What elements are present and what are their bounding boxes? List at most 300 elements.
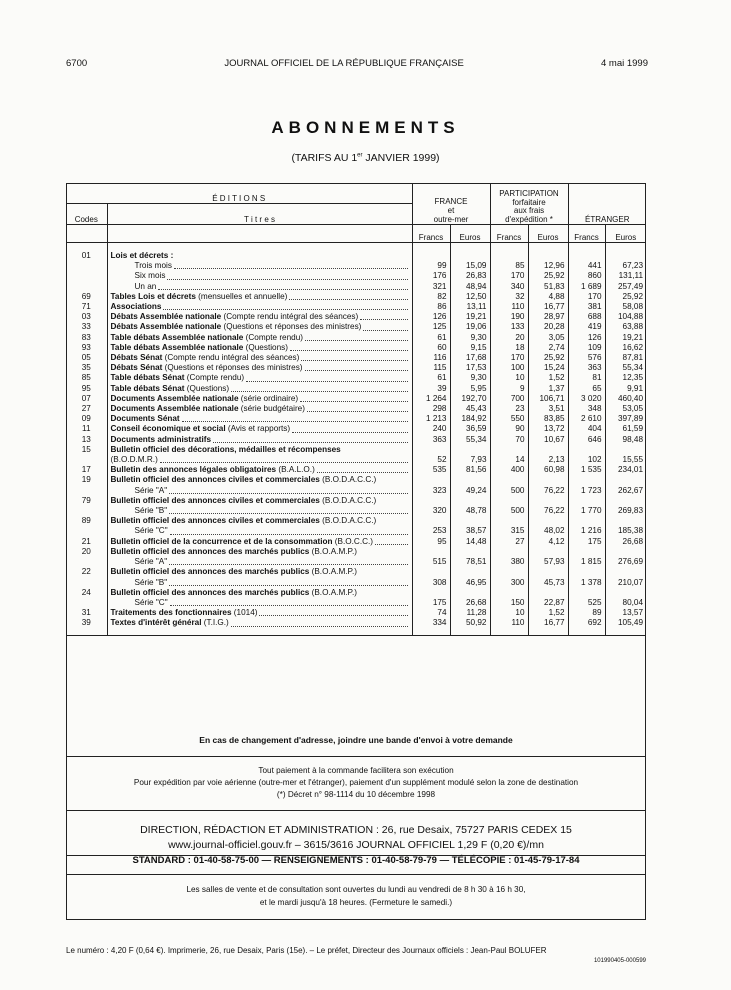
dot-leader xyxy=(169,557,407,565)
dot-leader xyxy=(182,414,408,422)
row-title-main: Documents Assemblée nationale xyxy=(110,404,239,414)
france-euros-cell: 11,28 xyxy=(450,608,490,618)
dot-leader xyxy=(246,373,407,381)
etranger-euros-cell: 13,57 xyxy=(622,608,644,618)
row-code: 27 xyxy=(66,404,107,414)
table-row xyxy=(66,424,646,434)
row-code: 95 xyxy=(66,384,107,394)
row-title xyxy=(107,516,412,526)
dot-leader xyxy=(160,455,408,463)
codes-header: Codes xyxy=(66,204,107,225)
row-title xyxy=(107,322,412,332)
footer-code: 101990405-000599 xyxy=(593,958,646,964)
payment-line: Pour expédition par voie aérienne (outre-mer et l'étranger), paiement d'un supplément modulé selon la zone de destination xyxy=(133,778,579,787)
participation-euros-cell: 1,52 xyxy=(528,373,568,383)
row-code: 35 xyxy=(66,363,107,373)
table-row xyxy=(66,292,646,302)
row-title xyxy=(107,578,412,588)
row-title-main: Textes d'intérêt général xyxy=(110,618,202,628)
hours-line: et le mardi jusqu'à 18 heures. (Fermeture le samedi.) xyxy=(259,898,453,907)
participation-euros-cell: 48,02 xyxy=(528,526,568,536)
participation-euros-cell: 15,24 xyxy=(528,363,568,373)
row-title xyxy=(107,384,412,394)
row-title xyxy=(107,465,412,475)
participation-euros-cell: 28,97 xyxy=(528,312,568,322)
row-title xyxy=(107,598,412,608)
row-title-detail: (Questions et réponses des ministres) xyxy=(162,363,303,373)
row-code xyxy=(66,486,107,496)
row-title-main: Documents administratifs xyxy=(110,434,212,444)
row-title-main: Conseil économique et social xyxy=(110,424,226,434)
table-row xyxy=(66,404,646,414)
france-euros-cell: 26,83 xyxy=(450,271,490,281)
row-code: 01 xyxy=(66,251,107,261)
france-euros-cell: 7,93 xyxy=(450,455,490,465)
etranger-francs-cell xyxy=(568,496,605,506)
participation-francs-cell xyxy=(490,475,528,485)
france-francs-cell: 323 xyxy=(412,486,450,496)
etranger-francs-cell: 65 xyxy=(568,384,605,394)
euros-header: Euros xyxy=(605,225,646,243)
etranger-euros-cell: 234,01 xyxy=(617,465,644,475)
row-title-detail: (Compte rendu) xyxy=(243,332,303,342)
etranger-euros-cell: 26,68 xyxy=(622,536,644,546)
france-francs-cell: 308 xyxy=(412,578,450,588)
france-francs-cell: 1 213 xyxy=(412,414,450,424)
row-code xyxy=(66,261,107,271)
france-euros-cell: 19,21 xyxy=(450,312,490,322)
row-title-detail: (B.O.A.M.P.) xyxy=(309,546,357,556)
row-title-main: Débats Assemblée nationale xyxy=(110,312,222,322)
page-subtitle: (TARIFS AU 1er JANVIER 1999) xyxy=(291,152,440,164)
row-title xyxy=(107,312,412,322)
etranger-euros-cell: 55,34 xyxy=(622,363,644,373)
table-row xyxy=(66,384,646,394)
etranger-euros-cell: 397,89 xyxy=(617,414,644,424)
etranger-francs-cell xyxy=(568,516,605,526)
france-francs-cell: 52 xyxy=(412,455,450,465)
etranger-francs-cell: 1 216 xyxy=(568,526,605,536)
etranger-euros-cell xyxy=(605,567,646,577)
france-euros-cell: 19,06 xyxy=(450,322,490,332)
france-francs-cell: 126 xyxy=(412,312,450,322)
table-row xyxy=(66,496,646,506)
row-title-detail: (Compte rendu) xyxy=(184,373,245,383)
table-row xyxy=(66,608,646,618)
etranger-francs-cell: 404 xyxy=(568,424,605,434)
france-euros-cell: 78,51 xyxy=(450,557,490,567)
etranger-francs-cell: 89 xyxy=(568,608,605,618)
row-title-main: Débats Assemblée nationale xyxy=(110,322,222,332)
etranger-euros-cell xyxy=(605,445,646,455)
row-title-detail: (Questions et réponses des ministres) xyxy=(221,322,362,332)
row-code: 15 xyxy=(66,445,107,455)
france-euros-cell xyxy=(450,496,490,506)
dot-leader xyxy=(301,353,407,361)
france-francs-cell: 60 xyxy=(412,343,450,353)
participation-euros-cell: 13,72 xyxy=(528,424,568,434)
row-title xyxy=(107,537,412,547)
france-euros-cell: 81,56 xyxy=(450,465,490,475)
participation-euros-cell: 57,93 xyxy=(528,557,568,567)
france-euros-cell: 36,59 xyxy=(450,424,490,434)
dot-leader xyxy=(231,618,408,626)
row-code: 24 xyxy=(66,588,107,598)
row-title-main: Documents Sénat xyxy=(110,414,180,424)
participation-francs-cell: 110 xyxy=(490,618,528,628)
france-euros-cell: 14,48 xyxy=(450,537,490,547)
contact-web: www.journal-officiel.gouv.fr – 3615/3616 JOURNAL OFFICIEL 1,29 F (0,20 €)/mn xyxy=(168,839,544,851)
table-row xyxy=(66,465,646,475)
france-euros-cell: 9,15 xyxy=(450,343,490,353)
participation-francs-cell xyxy=(490,445,528,455)
row-title-detail: (B.O.D.A.C.C.) xyxy=(319,475,377,485)
row-title xyxy=(107,404,412,414)
participation-francs-cell xyxy=(490,588,528,598)
table-row xyxy=(66,353,646,363)
france-euros-cell xyxy=(450,445,490,455)
etranger-francs-cell: 692 xyxy=(568,618,605,628)
row-code xyxy=(66,526,107,536)
footer-imprint: Le numéro : 4,20 F (0,64 €). Imprimerie, 26, rue Desaix, Paris (15e). – Le préfet, Directeur des Journaux officiels : Jean-Paul BOLUFER xyxy=(66,946,547,955)
participation-francs-cell: 170 xyxy=(490,271,528,281)
etranger-euros-cell: 131,11 xyxy=(618,271,644,281)
row-code: 71 xyxy=(66,302,107,312)
france-euros-cell: 17,53 xyxy=(450,363,490,373)
participation-euros-cell: 25,92 xyxy=(528,271,568,281)
participation-francs-cell: 10 xyxy=(490,373,528,383)
france-euros-cell: 15,09 xyxy=(450,261,490,271)
row-title xyxy=(107,608,412,618)
participation-francs-cell: 70 xyxy=(490,435,528,445)
row-title-main: Bulletin des annonces légales obligatoires xyxy=(110,465,277,475)
row-title-main: Documents Assemblée nationale xyxy=(110,393,239,403)
etranger-euros-cell: 63,88 xyxy=(622,322,644,332)
france-header: FRANCE et outre-mer xyxy=(412,183,490,225)
etranger-euros-cell: 98,48 xyxy=(622,434,644,444)
france-francs-cell: 99 xyxy=(412,261,450,271)
participation-euros-cell xyxy=(528,496,568,506)
participation-francs-cell: 300 xyxy=(490,578,528,588)
etranger-francs-cell: 860 xyxy=(568,271,605,281)
etranger-francs-cell: 363 xyxy=(568,363,605,373)
participation-francs-cell xyxy=(490,516,528,526)
participation-francs-cell: 500 xyxy=(490,506,528,516)
editions-header: É D I T I O N S xyxy=(66,183,412,204)
row-title-main: Bulletin officiel de la concurrence et de la consommation xyxy=(110,536,333,546)
row-title-detail: (mensuelles et annuelle) xyxy=(195,291,288,301)
etranger-francs-cell: 525 xyxy=(568,598,605,608)
participation-francs-cell: 85 xyxy=(490,261,528,271)
participation-euros-cell: 51,83 xyxy=(528,282,568,292)
row-title xyxy=(107,435,412,445)
participation-francs-cell: 110 xyxy=(490,302,528,312)
dot-leader xyxy=(300,394,407,402)
etranger-euros-cell: 58,08 xyxy=(622,302,644,312)
etranger-euros-cell: 257,49 xyxy=(617,281,644,291)
row-title-detail: (T.I.G.) xyxy=(201,618,229,628)
francs-header: Francs xyxy=(568,225,605,243)
etranger-francs-cell: 1 378 xyxy=(568,578,605,588)
table-row xyxy=(66,394,646,404)
dot-leader xyxy=(290,343,408,351)
participation-francs-cell: 133 xyxy=(490,322,528,332)
france-francs-cell: 61 xyxy=(412,373,450,383)
participation-francs-cell: 32 xyxy=(490,292,528,302)
france-euros-cell: 55,34 xyxy=(450,435,490,445)
row-title-detail: (B.O.D.A.C.C.) xyxy=(319,516,377,526)
etranger-francs-cell: 170 xyxy=(568,292,605,302)
row-title xyxy=(107,475,412,485)
row-code xyxy=(66,557,107,567)
row-code xyxy=(66,271,107,281)
france-francs-cell: 535 xyxy=(412,465,450,475)
participation-francs-cell: 700 xyxy=(490,394,528,404)
etranger-euros-cell: 105,49 xyxy=(617,618,644,628)
row-title-main: Table débats Assemblée nationale xyxy=(110,332,244,342)
france-euros-cell: 12,50 xyxy=(450,292,490,302)
row-title-main: Associations xyxy=(110,302,162,312)
tariffs-table xyxy=(66,183,646,636)
row-code: 85 xyxy=(66,373,107,383)
participation-francs-cell: 90 xyxy=(490,424,528,434)
row-title xyxy=(107,455,412,465)
row-code: 11 xyxy=(66,424,107,434)
etranger-francs-cell: 688 xyxy=(568,312,605,322)
participation-francs-cell: 500 xyxy=(490,486,528,496)
france-francs-cell: 334 xyxy=(412,618,450,628)
table-row xyxy=(66,526,646,536)
france-euros-cell: 5,95 xyxy=(450,384,490,394)
table-row xyxy=(66,578,646,588)
france-francs-cell xyxy=(412,251,450,261)
row-code: 21 xyxy=(66,537,107,547)
row-code: 20 xyxy=(66,547,107,557)
france-francs-cell: 82 xyxy=(412,292,450,302)
row-code xyxy=(66,578,107,588)
dot-leader xyxy=(167,271,407,279)
etranger-euros-cell: 12,35 xyxy=(622,373,644,383)
etranger-francs-cell: 109 xyxy=(568,343,605,353)
dot-leader xyxy=(163,302,407,310)
row-code xyxy=(66,506,107,516)
etranger-francs-cell: 102 xyxy=(568,455,605,465)
row-title-main: Un an xyxy=(134,281,157,291)
contact-phones: STANDARD : 01-40-58-75-00 — RENSEIGNEMENTS : 01-40-58-79-79 — TÉLÉCOPIE : 01-45-79-17-84 xyxy=(132,855,580,866)
participation-francs-cell: 27 xyxy=(490,537,528,547)
row-code: 31 xyxy=(66,608,107,618)
etranger-euros-cell xyxy=(605,475,646,485)
etranger-euros-cell: 460,40 xyxy=(617,393,644,403)
etranger-francs-cell: 175 xyxy=(568,537,605,547)
row-title-main: (B.O.D.M.R.) xyxy=(110,455,158,465)
table-row xyxy=(66,547,646,557)
row-title-detail: (B.O.A.M.P.) xyxy=(309,587,357,597)
row-code: 79 xyxy=(66,496,107,506)
etranger-francs-cell: 1 689 xyxy=(568,282,605,292)
row-title-detail: (Questions) xyxy=(184,383,230,393)
dot-leader xyxy=(170,526,408,534)
participation-francs-cell: 9 xyxy=(490,384,528,394)
france-euros-cell: 184,92 xyxy=(450,414,490,424)
row-title xyxy=(107,445,412,455)
row-title-main: Trois mois xyxy=(134,261,172,271)
table-row xyxy=(66,516,646,526)
france-francs-cell xyxy=(412,588,450,598)
participation-euros-cell: 16,77 xyxy=(528,302,568,312)
etranger-euros-cell: 269,83 xyxy=(617,506,644,516)
dot-leader xyxy=(317,465,408,473)
page-header xyxy=(66,58,648,69)
dot-leader xyxy=(169,506,407,514)
france-euros-cell: 13,11 xyxy=(450,302,490,312)
france-francs-cell: 116 xyxy=(412,353,450,363)
table-row xyxy=(66,343,646,353)
row-title-main: Série "A" xyxy=(134,485,168,495)
etranger-francs-cell: 81 xyxy=(568,373,605,383)
dot-leader xyxy=(289,292,407,300)
etranger-euros-cell: 185,38 xyxy=(617,526,644,536)
row-title-main: Bulletin officiel des annonces civiles et commerciales xyxy=(110,475,320,485)
notice-frame xyxy=(66,856,646,920)
etranger-francs-cell: 419 xyxy=(568,322,605,332)
france-euros-cell xyxy=(450,251,490,261)
row-title xyxy=(107,363,412,373)
etranger-francs-cell: 1 815 xyxy=(568,557,605,567)
etranger-francs-cell: 2 610 xyxy=(568,414,605,424)
france-francs-cell xyxy=(412,496,450,506)
table-row xyxy=(66,435,646,445)
participation-header: PARTICIPATION forfaitaire aux frais d'expédition * xyxy=(490,183,568,225)
row-title xyxy=(107,302,412,312)
participation-francs-cell: 18 xyxy=(490,343,528,353)
table-row xyxy=(66,537,646,547)
row-title-detail: (B.O.D.A.C.C.) xyxy=(319,495,377,505)
participation-euros-cell: 4,88 xyxy=(528,292,568,302)
table-row xyxy=(66,302,646,312)
france-euros-cell xyxy=(450,516,490,526)
etranger-francs-cell: 1 723 xyxy=(568,486,605,496)
etranger-francs-cell: 381 xyxy=(568,302,605,312)
row-title-detail: (série budgétaire) xyxy=(238,404,305,414)
france-euros-cell: 49,24 xyxy=(450,486,490,496)
row-code xyxy=(66,598,107,608)
row-title-main: Série "B" xyxy=(134,506,168,516)
etranger-francs-cell xyxy=(568,251,605,261)
participation-francs-cell: 315 xyxy=(490,526,528,536)
etranger-francs-cell: 1 770 xyxy=(568,506,605,516)
dot-leader xyxy=(305,333,408,341)
france-euros-cell: 48,94 xyxy=(450,282,490,292)
participation-francs-cell: 14 xyxy=(490,455,528,465)
participation-euros-cell xyxy=(528,516,568,526)
france-euros-cell: 192,70 xyxy=(450,394,490,404)
table-row xyxy=(66,312,646,322)
dot-leader xyxy=(375,537,407,545)
row-code: 89 xyxy=(66,516,107,526)
participation-francs-cell xyxy=(490,251,528,261)
table-row xyxy=(66,455,646,465)
row-title-main: Tables Lois et décrets xyxy=(110,291,196,301)
france-francs-cell: 175 xyxy=(412,598,450,608)
page-number: 6700 xyxy=(66,58,88,69)
etranger-francs-cell xyxy=(568,445,605,455)
dot-leader xyxy=(170,598,408,606)
table-row xyxy=(66,598,646,608)
row-code xyxy=(66,282,107,292)
euros-header: Euros xyxy=(528,225,568,243)
france-euros-cell xyxy=(450,567,490,577)
dot-leader xyxy=(292,424,407,432)
participation-euros-cell: 60,98 xyxy=(528,465,568,475)
table-row xyxy=(66,445,646,455)
france-francs-cell: 321 xyxy=(412,282,450,292)
row-title-main: Bulletin officiel des décorations, médailles et récompenses xyxy=(110,444,341,454)
table-row xyxy=(66,618,646,628)
row-title-main: Série "B" xyxy=(134,577,168,587)
row-code: 17 xyxy=(66,465,107,475)
etranger-euros-cell: 80,04 xyxy=(622,597,644,607)
participation-euros-cell: 45,73 xyxy=(528,578,568,588)
france-francs-cell: 86 xyxy=(412,302,450,312)
france-euros-cell: 46,95 xyxy=(450,578,490,588)
row-title-detail: (Compte rendu intégral des séances) xyxy=(162,353,300,363)
etranger-francs-cell xyxy=(568,475,605,485)
dot-leader xyxy=(174,261,408,269)
etranger-francs-cell: 348 xyxy=(568,404,605,414)
row-title-main: Bulletin officiel des annonces civiles et commerciales xyxy=(110,516,320,526)
etranger-euros-cell xyxy=(605,251,646,261)
france-francs-cell: 363 xyxy=(412,435,450,445)
france-francs-cell: 515 xyxy=(412,557,450,567)
table-row xyxy=(66,322,646,332)
table-row xyxy=(66,271,646,281)
france-francs-cell: 39 xyxy=(412,384,450,394)
participation-francs-cell: 20 xyxy=(490,333,528,343)
row-title-detail: (B.A.L.O.) xyxy=(276,465,315,475)
row-code xyxy=(66,455,107,465)
france-francs-cell: 298 xyxy=(412,404,450,414)
page-title: ABONNEMENTS xyxy=(271,118,460,137)
france-euros-cell: 17,68 xyxy=(450,353,490,363)
table-row xyxy=(66,261,646,271)
participation-euros-cell xyxy=(528,567,568,577)
row-title xyxy=(107,588,412,598)
etranger-euros-cell xyxy=(605,516,646,526)
etranger-euros-cell: 276,69 xyxy=(617,557,644,567)
dot-leader xyxy=(158,282,407,290)
row-title xyxy=(107,496,412,506)
etranger-francs-cell: 126 xyxy=(568,333,605,343)
participation-francs-cell: 170 xyxy=(490,353,528,363)
row-title-main: Traitements des fonctionnaires xyxy=(110,608,232,618)
etranger-euros-cell: 9,91 xyxy=(627,383,644,393)
decree-note: (*) Décret n° 98-1114 du 10 décembre 1998 xyxy=(276,790,436,799)
france-francs-cell xyxy=(412,567,450,577)
table-row xyxy=(66,506,646,516)
row-title xyxy=(107,353,412,363)
etranger-euros-cell: 15,55 xyxy=(622,455,644,465)
row-title-detail: (Compte rendu intégral des séances) xyxy=(221,312,359,322)
france-francs-cell: 240 xyxy=(412,424,450,434)
row-code: 09 xyxy=(66,414,107,424)
etranger-francs-cell: 646 xyxy=(568,435,605,445)
participation-francs-cell: 100 xyxy=(490,363,528,373)
row-title-main: Bulletin officiel des annonces des marchés publics xyxy=(110,546,310,556)
dot-leader xyxy=(231,384,407,392)
participation-francs-cell xyxy=(490,496,528,506)
row-title xyxy=(107,292,412,302)
